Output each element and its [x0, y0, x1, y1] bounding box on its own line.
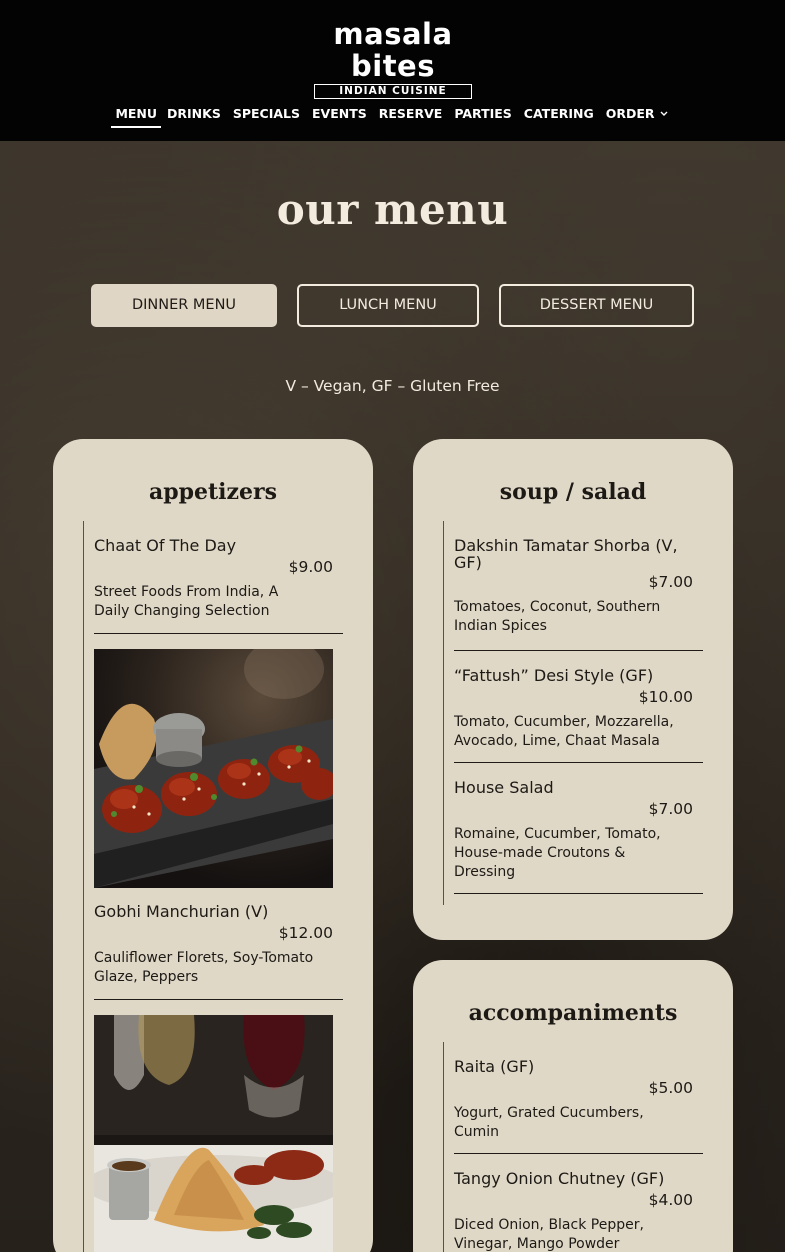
item-price: $10.00	[638, 688, 693, 706]
item-description: Yogurt, Grated Cucumbers, Cumin	[454, 1105, 644, 1140]
tab-lunch-menu[interactable]	[297, 284, 479, 327]
gobhi-manchurian-photo	[94, 649, 333, 888]
nav-label: MENU	[115, 106, 158, 121]
nav-item-events[interactable]	[306, 104, 373, 128]
brand-logo[interactable]	[293, 17, 493, 97]
site-header	[0, 0, 785, 141]
item-name: Gobhi Manchurian (V)	[94, 902, 269, 921]
nav-item-parties[interactable]	[448, 104, 517, 128]
item-description: Tomato, Cucumber, Mozzarella, Avocado, Lime, Chaat Masala	[454, 714, 674, 749]
tab-label: LUNCH MENU	[339, 297, 437, 313]
item-price: $7.00	[648, 573, 693, 591]
menu-item	[454, 763, 703, 894]
tab-dessert-menu[interactable]	[499, 284, 694, 327]
item-name: “Fattush” Desi Style (GF)	[454, 666, 654, 685]
brand-tagline: INDIAN CUISINE	[314, 84, 472, 99]
nav-label: RESERVE	[378, 106, 443, 121]
menu-item	[454, 521, 703, 651]
chevron-down-icon	[660, 110, 668, 120]
appetizers-card	[53, 439, 373, 1252]
section-title: accompaniments	[468, 1000, 678, 1026]
nav-item-menu[interactable]	[111, 104, 161, 128]
item-description: Street Foods From India, A Daily Changing Selection	[94, 584, 279, 619]
section-title: soup / salad	[499, 479, 647, 505]
item-price: $9.00	[288, 558, 333, 576]
item-name: Dakshin Tamatar Shorba (V, GF)	[454, 536, 678, 572]
item-name: Tangy Onion Chutney (GF)	[454, 1169, 665, 1188]
nav-label: DRINKS	[167, 106, 221, 121]
nav-label: PARTIES	[454, 106, 512, 121]
nav-item-order[interactable]	[600, 104, 674, 128]
soup-salad-list	[443, 521, 703, 905]
item-description: Tomatoes, Coconut, Southern Indian Spices	[454, 599, 661, 634]
menu-item	[94, 521, 343, 634]
item-description: Cauliflower Florets, Soy-Tomato Glaze, Peppers	[94, 950, 314, 985]
tab-label: DINNER MENU	[131, 297, 237, 313]
tab-dinner-menu[interactable]	[91, 284, 277, 327]
item-price: $12.00	[278, 924, 333, 942]
menu-item	[454, 1042, 703, 1154]
accompaniments-list	[443, 1042, 703, 1252]
page-title: our menu	[276, 185, 509, 234]
menu-item	[454, 651, 703, 763]
tab-label: DESSERT MENU	[539, 297, 654, 313]
item-description: Diced Onion, Black Pepper, Vinegar, Mango Powder	[454, 1217, 644, 1252]
menu-item	[94, 888, 343, 1000]
soup-salad-card	[413, 439, 733, 940]
diet-legend: V – Vegan, GF – Gluten Free	[285, 377, 500, 395]
item-name: Chaat Of The Day	[94, 536, 237, 555]
brand-name: masala bites	[333, 17, 453, 83]
nav-label: EVENTS	[312, 106, 367, 121]
menu-item	[454, 1154, 703, 1252]
nav-label: ORDER	[605, 106, 655, 121]
main-nav	[0, 104, 785, 128]
nav-item-drinks[interactable]	[161, 104, 227, 128]
appetizers-list	[83, 521, 343, 1252]
nav-item-specials[interactable]	[227, 104, 306, 128]
item-price: $4.00	[648, 1191, 693, 1209]
item-price: $7.00	[648, 800, 693, 818]
samosa-photo	[94, 1015, 333, 1252]
item-name: Raita (GF)	[454, 1057, 535, 1076]
accompaniments-card	[413, 960, 733, 1252]
item-price: $5.00	[648, 1079, 693, 1097]
nav-label: SPECIALS	[232, 106, 301, 121]
item-description: Romaine, Cucumber, Tomato, House-made Croutons & Dressing	[454, 826, 661, 880]
menu-page-main	[0, 141, 785, 1252]
nav-item-catering[interactable]	[518, 104, 600, 128]
nav-item-reserve[interactable]	[373, 104, 449, 128]
nav-label: CATERING	[523, 106, 594, 121]
section-title: appetizers	[148, 479, 277, 505]
item-name: House Salad	[454, 778, 554, 797]
